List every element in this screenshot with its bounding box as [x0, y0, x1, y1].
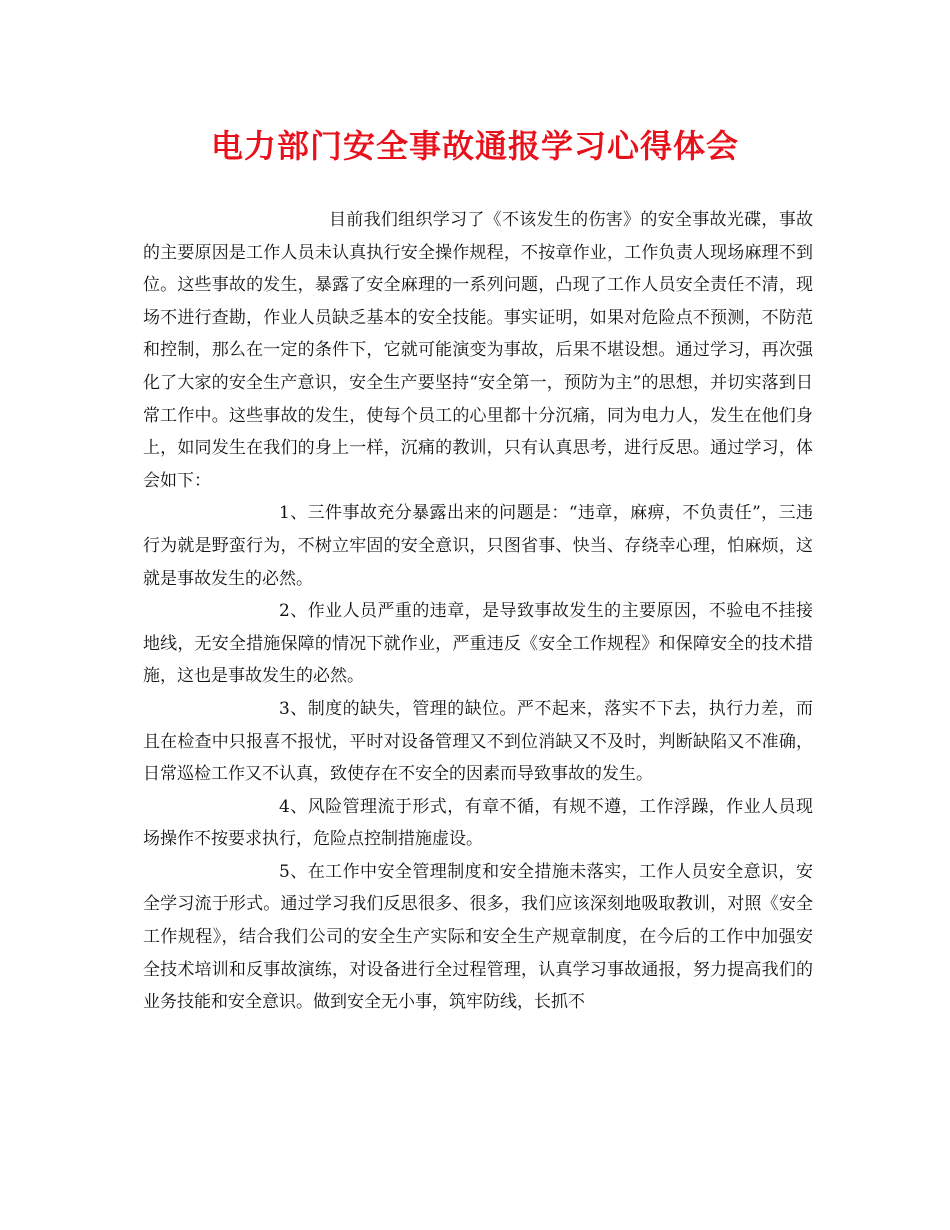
- document-title: 电力部门安全事故通报学习心得体会: [210, 127, 739, 165]
- point-1-paragraph: 1、三件事故充分暴露出来的问题是：“违章，麻痹，不负责任”，三违行为就是野蛮行为，不树立牢固的安全意识，只图省事、快当、存绕幸心理，怕麻烦，这就是事故发生的必然。: [143, 503, 813, 589]
- document-body: [143, 204, 813, 1019]
- point-3-paragraph: 3、制度的缺失，管理的缺位。严不起来，落实不下去，执行力差，而且在检查中只报喜不报忧，平时对设备管理又不到位消缺又不及时，判断缺陷又不准确，日常巡检工作又不认真，致使存在不安全的因素而导致事故的发生。: [143, 698, 813, 785]
- intro-paragraph: 目前我们组织学习了《不该发生的伤害》的安全事故光碟，事故的主要原因是工作人员未认真执行安全操作规程，不按章作业，工作负责人现场麻理不到位。这些事故的发生，暴露了安全麻理的一系列问题，凸现了工作人员安全责任不清，现场不进行查勘，作业人员缺乏基本的安全技能。事实证明，如果对危险点不预测，不防范和控制，那么在一定的条件下，它就可能演变为事故，后果不堪设想。通过学习，再次强化了大家的安全生产意识，安全生产要坚持“安全第一，预防为主”的思想，并切实落到日常工作中。这些事故的发生，使每个员工的心里都十分沉痛，同为电力人，发生在他们身上，如同发生在我们的身上一样，沉痛的教训，只有认真思考，进行反思。通过学习，体会如下：: [143, 210, 813, 491]
- point-5-paragraph: 5、在工作中安全管理制度和安全措施未落实，工作人员安全意识，安全学习流于形式。通过学习我们反思很多、很多，我们应该深刻地吸取教训，对照《安全工作规程》，结合我们公司的安全生产实际和安全生产规章制度，在今后的工作中加强安全技术培训和反事故演练，对设备进行全过程管理，认真学习事故通报，努力提高我们的业务技能和安全意识。做到安全无小事，筑牢防线，长抓不: [143, 861, 813, 1013]
- point-2-paragraph: 2、作业人员严重的违章，是导致事故发生的主要原因，不验电不挂接地线，无安全措施保障的情况下就作业，严重违反《安全工作规程》和保障安全的技术措施，这也是事故发生的必然。: [143, 601, 813, 687]
- point-4-paragraph: 4、风险管理流于形式，有章不循，有规不遵，工作浮躁，作业人员现场操作不按要求执行，危险点控制措施虚设。: [143, 796, 813, 850]
